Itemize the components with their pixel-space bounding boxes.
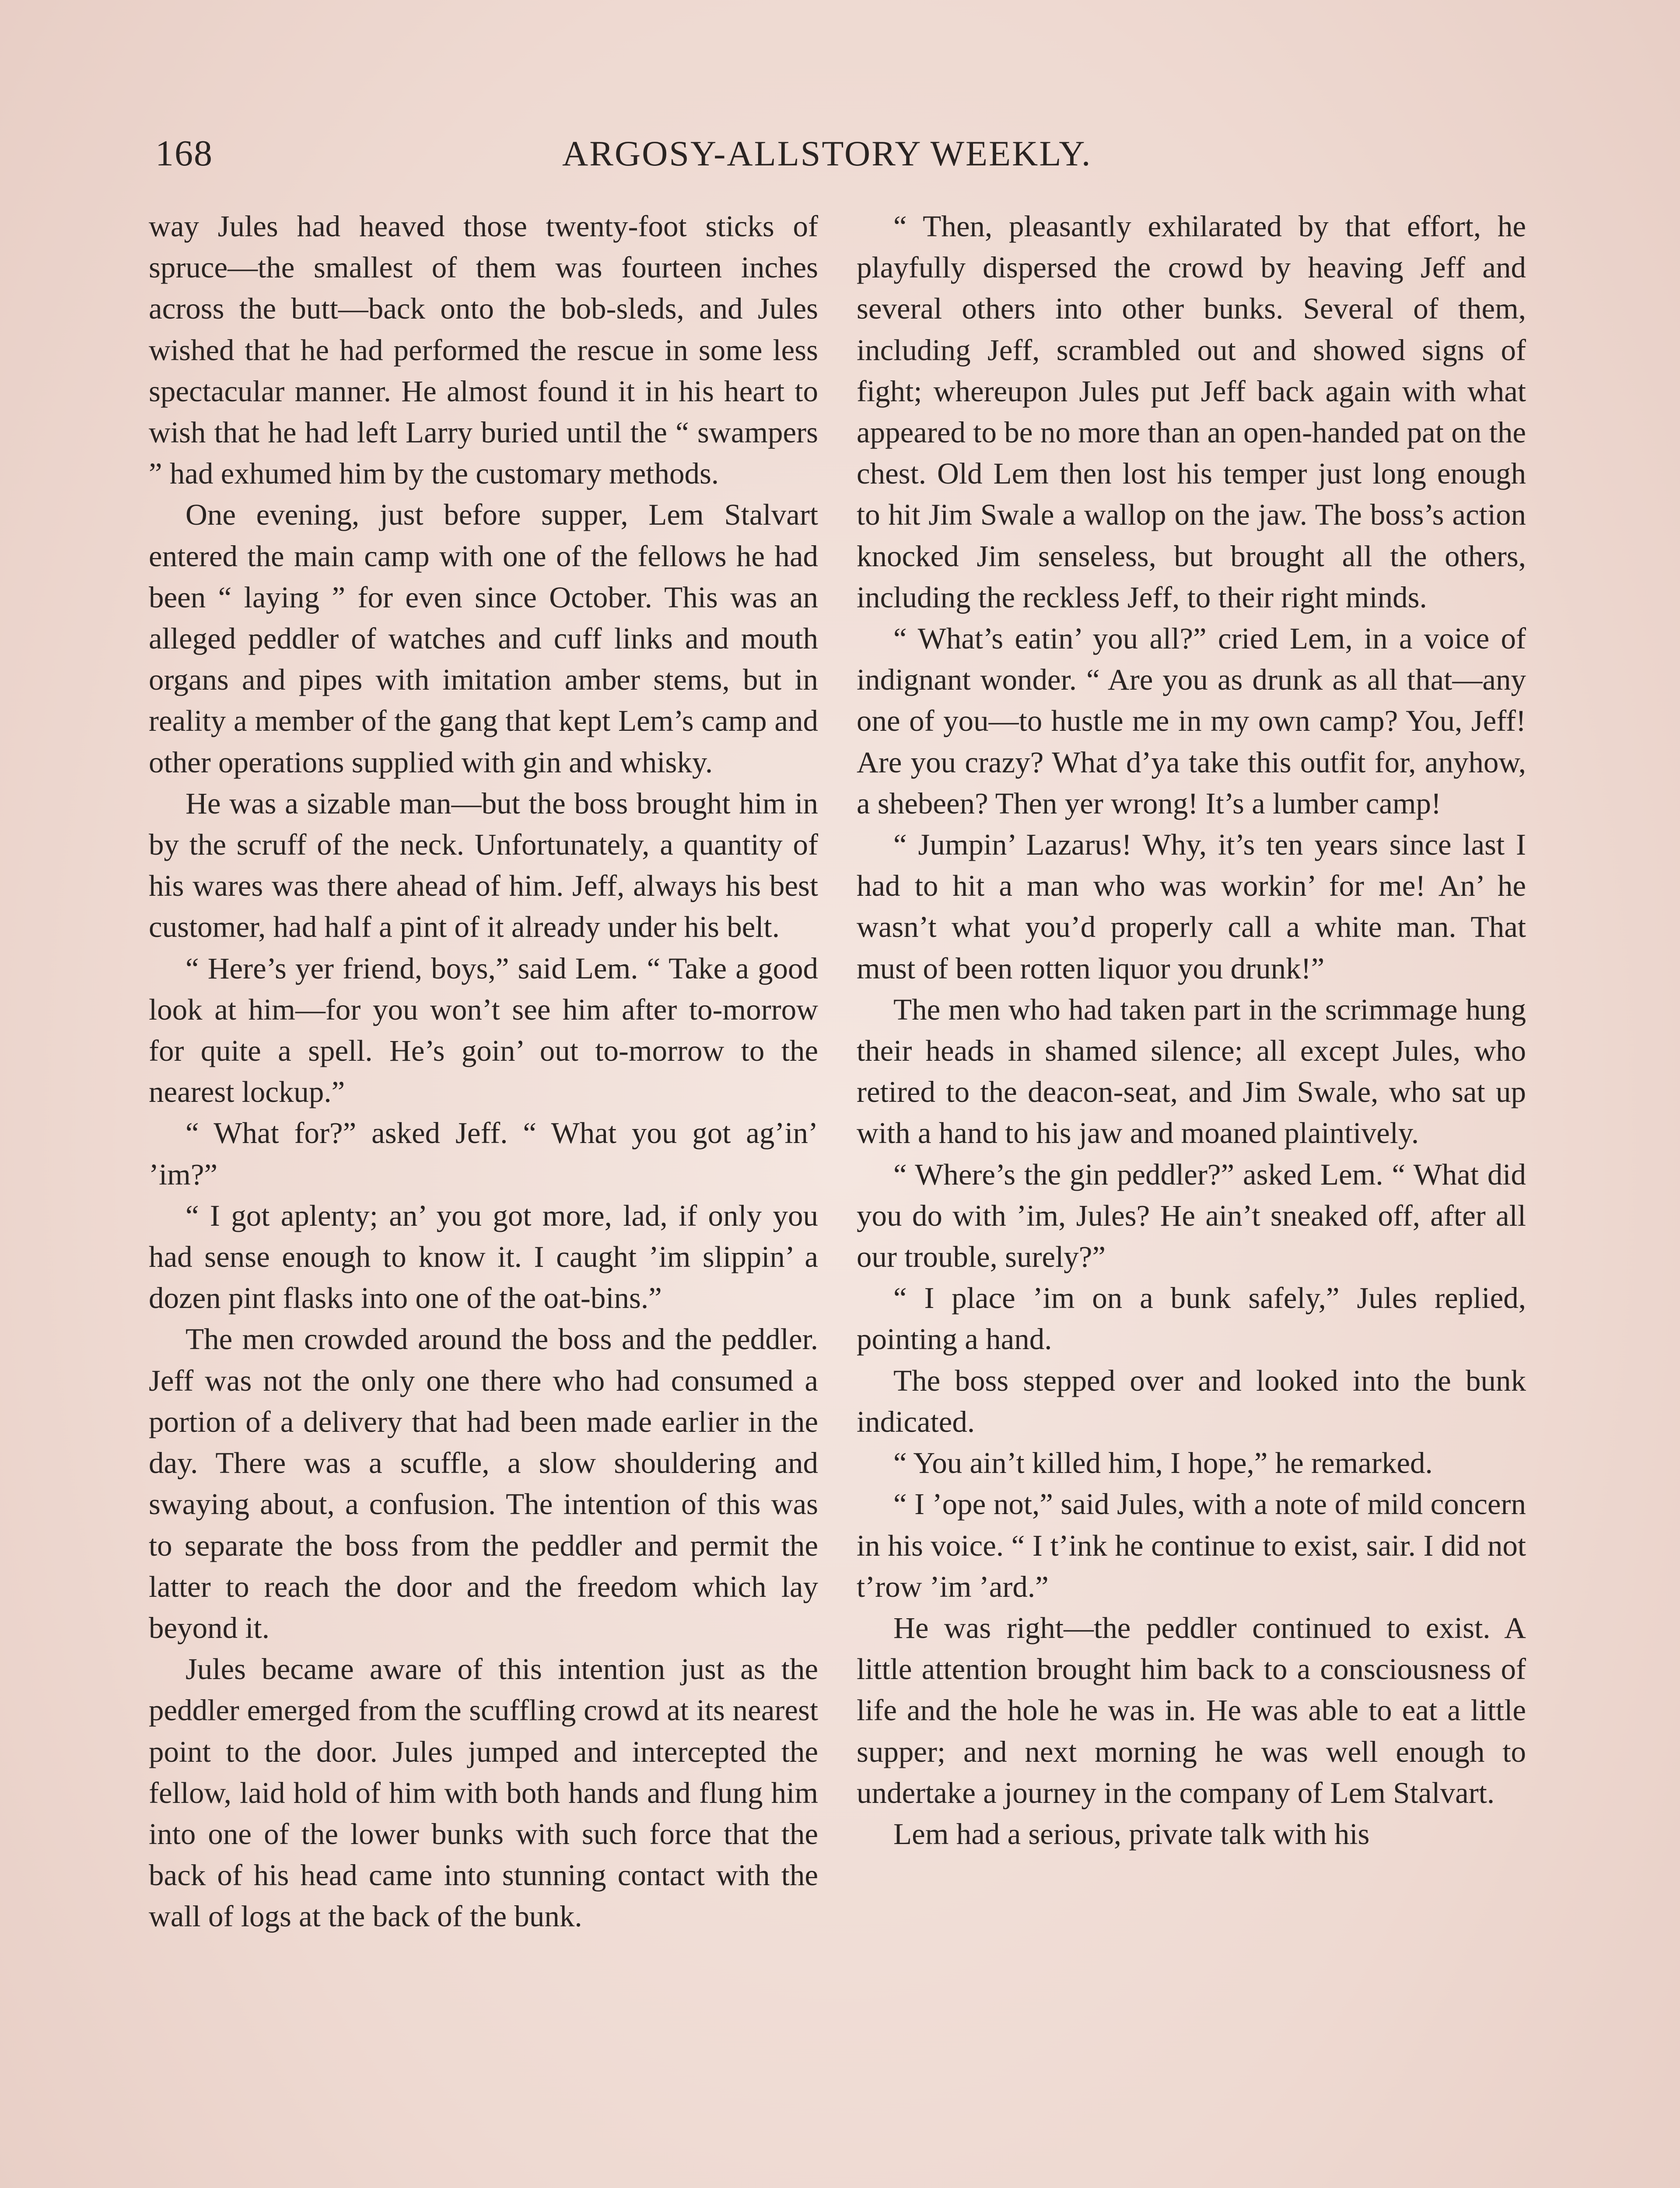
paragraph: The men who had taken part in the scrimmage hung their heads in shamed silence; all except Jules, who retired to the deacon-seat, and Jim Swale, who sat up with a hand to his jaw and moaned plaintively. (857, 992, 1526, 1150)
page-number: 168 (155, 133, 213, 174)
paragraph: Jules became aware of this intention just as the peddler emerged from the scuffling crowd at its nearest point to the door. Jules jumped and intercepted the fellow, laid hold of him with both hands and flung him into one of the lower bunks with such force that the back of his head came into stunning contact with the wall of logs at the back of the bunk. (149, 1652, 818, 1933)
paragraph: “ Where’s the gin peddler?” asked Lem. “ What did you do with ’im, Jules? He ain’t sneaked off, after all our trouble, surely?” (857, 1157, 1526, 1274)
paragraph: “ I ’ope not,” said Jules, with a note of mild concern in his voice. “ I t’ink he continue to exist, sair. I did not t’row ’im ’ard.” (857, 1487, 1526, 1603)
paragraph: “ I got aplenty; an’ you got more, lad, if only you had sense enough to know it. I caught ’im slippin’ a dozen pint flasks into one of the oat-bins.” (149, 1199, 818, 1315)
page-header (155, 130, 1140, 178)
paragraph: “ Then, pleasantly exhilarated by that effort, he playfully dispersed the crowd by heaving Jeff and several others into other bunks. Several of them, including Jeff, scrambled out and showed signs of fight; whereupon Jules put Jeff back again with what appeared to be no more than an open-handed pat on the chest. Old Lem then lost his temper just long enough to hit Jim Swale a wallop on the jaw. The boss’s action knocked Jim senseless, but brought all the others, including the reckless Jeff, to their right minds. (857, 210, 1526, 614)
paragraph: way Jules had heaved those twenty-foot sticks of spruce—the smallest of them was fourteen inches across the butt—back onto the bob-sleds, and Jules wished that he had performed the rescue in some less spectacular manner. He almost found it in his heart to wish that he had left Larry buried until the “ swampers ” had exhumed him by the customary methods. (149, 210, 818, 491)
text-column-left (149, 206, 818, 1937)
paragraph: “ Here’s yer friend, boys,” said Lem. “ Take a good look at him—for you won’t see him after to-morrow for quite a spell. He’s goin’ out to-morrow to the nearest lockup.” (149, 951, 818, 1109)
paragraph: He was right—the peddler continued to exist. A little attention brought him back to a consciousness of life and the hole he was in. He was able to eat a little supper; and next morning he was well enough to undertake a journey in the company of Lem Stalvart. (857, 1611, 1526, 1809)
paragraph: Lem had a serious, private talk with his (893, 1817, 1370, 1851)
text-column-right (857, 206, 1526, 1855)
paragraph: “ What for?” asked Jeff. “ What you got ag’in’ ’im?” (149, 1116, 818, 1191)
paragraph: “ Jumpin’ Lazarus! Why, it’s ten years since last I had to hit a man who was workin’ for me! An’ he wasn’t what you’d properly call a white man. That must of been rotten liquor you drunk!” (857, 828, 1526, 985)
paragraph: One evening, just before supper, Lem Stalvart entered the main camp with one of the fellows he had been “ laying ” for even since October. This was an alleged peddler of watches and cuff links and mouth organs and pipes with imitation amber stems, but in reality a member of the gang that kept Lem’s camp and other operations supplied with gin and whisky. (149, 498, 818, 779)
running-title: ARGOSY-ALLSTORY WEEKLY. (562, 133, 1092, 173)
paragraph: “ What’s eatin’ you all?” cried Lem, in a voice of indignant wonder. “ Are you as drunk as all that—any one of you—to hustle me in my own camp? You, Jeff! Are you crazy? What d’ya take this outfit for, anyhow, a shebeen? Then yer wrong! It’s a lumber camp! (857, 622, 1526, 820)
paragraph: The boss stepped over and looked into the bunk indicated. (857, 1364, 1526, 1438)
paragraph: He was a sizable man—but the boss brought him in by the scruff of the neck. Unfortunately, a quantity of his wares was there ahead of him. Jeff, always his best customer, had half a pint of it already under his belt. (149, 786, 818, 944)
paragraph: “ I place ’im on a bunk safely,” Jules replied, pointing a hand. (857, 1281, 1526, 1356)
paragraph: The men crowded around the boss and the peddler. Jeff was not the only one there who had consumed a portion of a delivery that had been made earlier in the day. There was a scuffle, a slow shouldering and swaying about, a confusion. The intention of this was to separate the boss from the peddler and permit the latter to reach the door and the freedom which lay beyond it. (149, 1322, 818, 1645)
paragraph: “ You ain’t killed him, I hope,” he remarked. (893, 1446, 1433, 1480)
